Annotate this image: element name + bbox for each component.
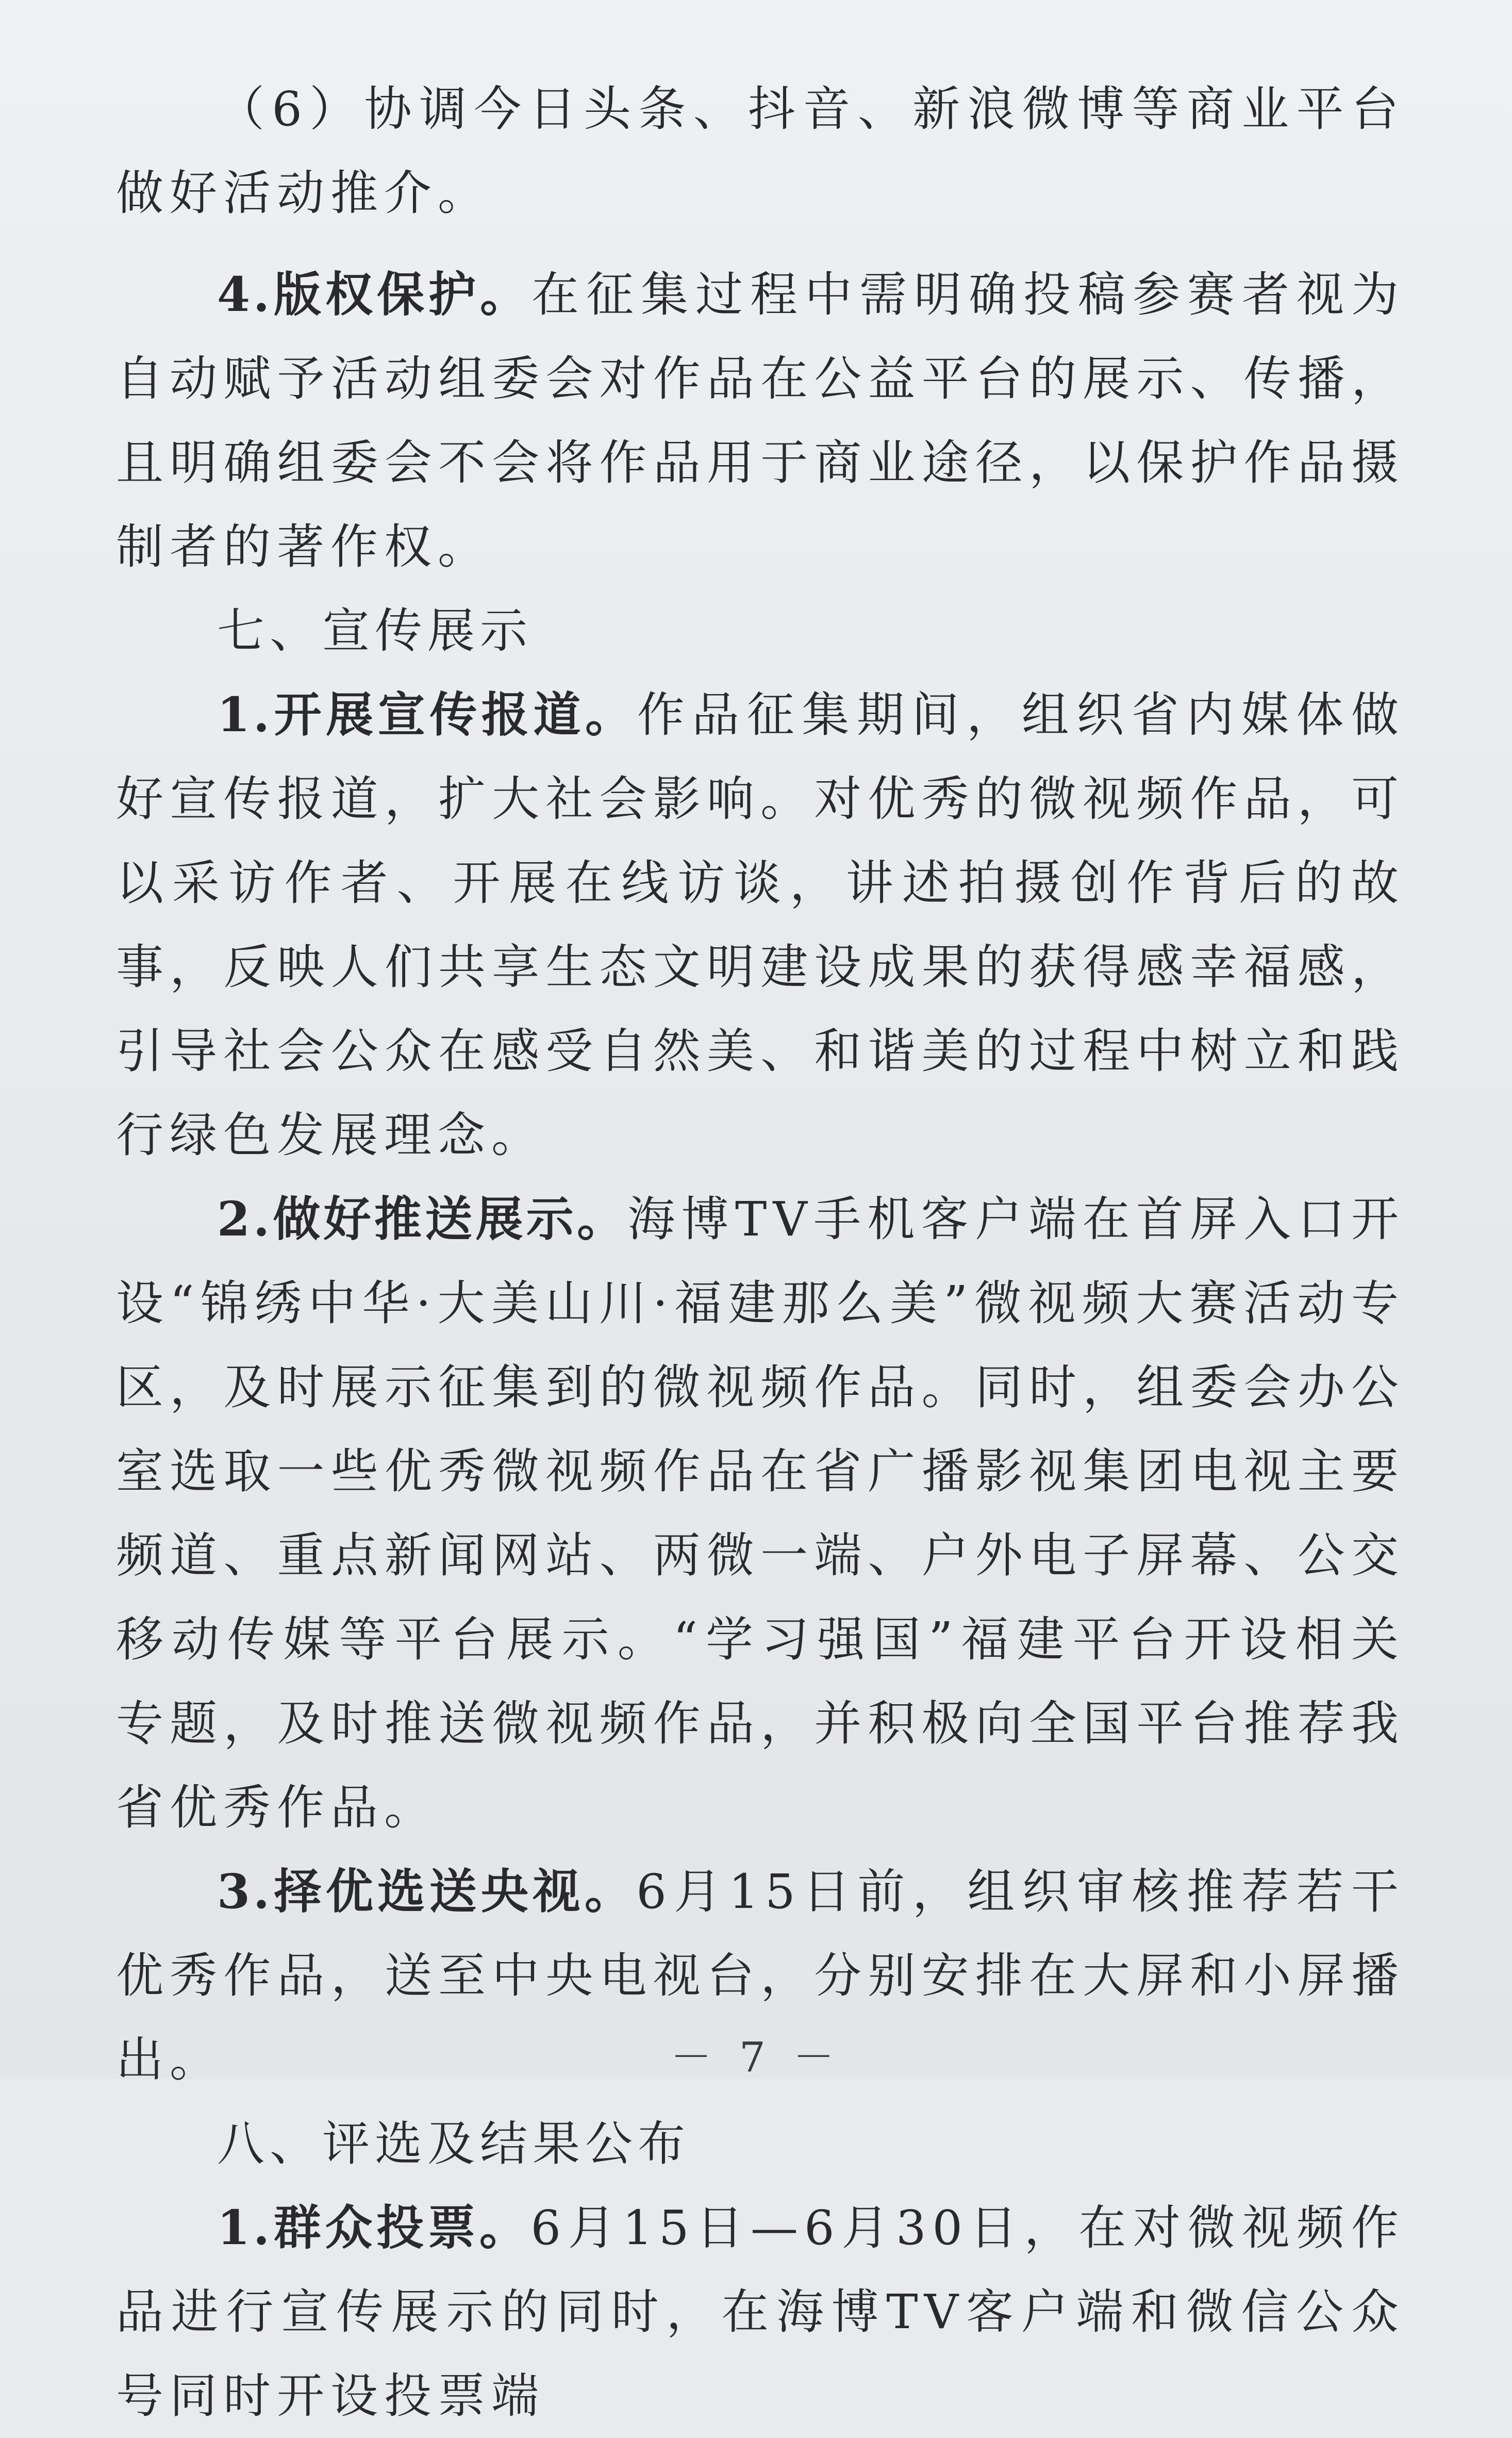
paragraph-text: 作品征集期间，组织省内媒体做好宣传报道，扩大社会影响。对优秀的微视频作品，可以采访作者、开展在线访谈，讲述拍摄创作背后的故事，反映人们共享生态文明建设成果的获得感幸福感，引导社会公众在感受自然美、和谐美的过程中树立和践行绿色发展理念。 xyxy=(116,687,1405,1163)
paragraph-platform-promotion xyxy=(116,67,1405,235)
paragraph-lead: 1.开展宣传报道。 xyxy=(217,687,637,743)
section-heading-evaluation: 八、评选及结果公布 xyxy=(217,2116,691,2171)
paragraph-publicity-reports xyxy=(116,673,1405,1177)
paragraph-text: 在征集过程中需明确投稿参赛者视为自动赋予活动组委会对作品在公益平台的展示、传播，且明确组委会不会将作品用于商业途径，以保护作品摄制者的著作权。 xyxy=(116,267,1405,574)
paragraph-lead: 1.群众投票。 xyxy=(217,2200,531,2255)
page-number: － 7 － xyxy=(670,2033,842,2081)
paragraph-public-voting xyxy=(116,2186,1405,2438)
paragraph-lead: 2.做好推送展示。 xyxy=(217,1191,628,1247)
section-heading-publicity: 七、宣传展示 xyxy=(217,603,533,658)
paragraph-lead: 4.版权保护。 xyxy=(217,267,532,322)
paragraph-copyright xyxy=(116,253,1405,589)
paragraph-lead: 3.择优选送央视。 xyxy=(217,1864,637,1919)
paragraph-text: 海博TV手机客户端在首屏入口开设“锦绣中华·大美山川·福建那么美”微视频大赛活动专区，及时展示征集到的微视频作品。同时，组委会办公室选取一些优秀微视频作品在省广播影视集团电视主要频道、重点新闻网站、两微一端、户外电子屏幕、公交移动传媒等平台展示。“学习强国”福建平台开设相关专题，及时推送微视频作品，并积极向全国平台推荐我省优秀作品。 xyxy=(116,1192,1405,1835)
paragraph-text: （6）协调今日头条、抖音、新浪微博等商业平台做好活动推介。 xyxy=(116,81,1405,221)
paragraph-text: 6月15日前，组织审核推荐若干优秀作品，送至中央电视台，分别安排在大屏和小屏播出。 xyxy=(116,1864,1405,2087)
paragraph-text: 6月15日—6月30日，在对微视频作品进行宣传展示的同时，在海博TV客户端和微信公众号同时开设投票端 xyxy=(116,2200,1405,2424)
paragraph-push-display xyxy=(116,1177,1405,1850)
